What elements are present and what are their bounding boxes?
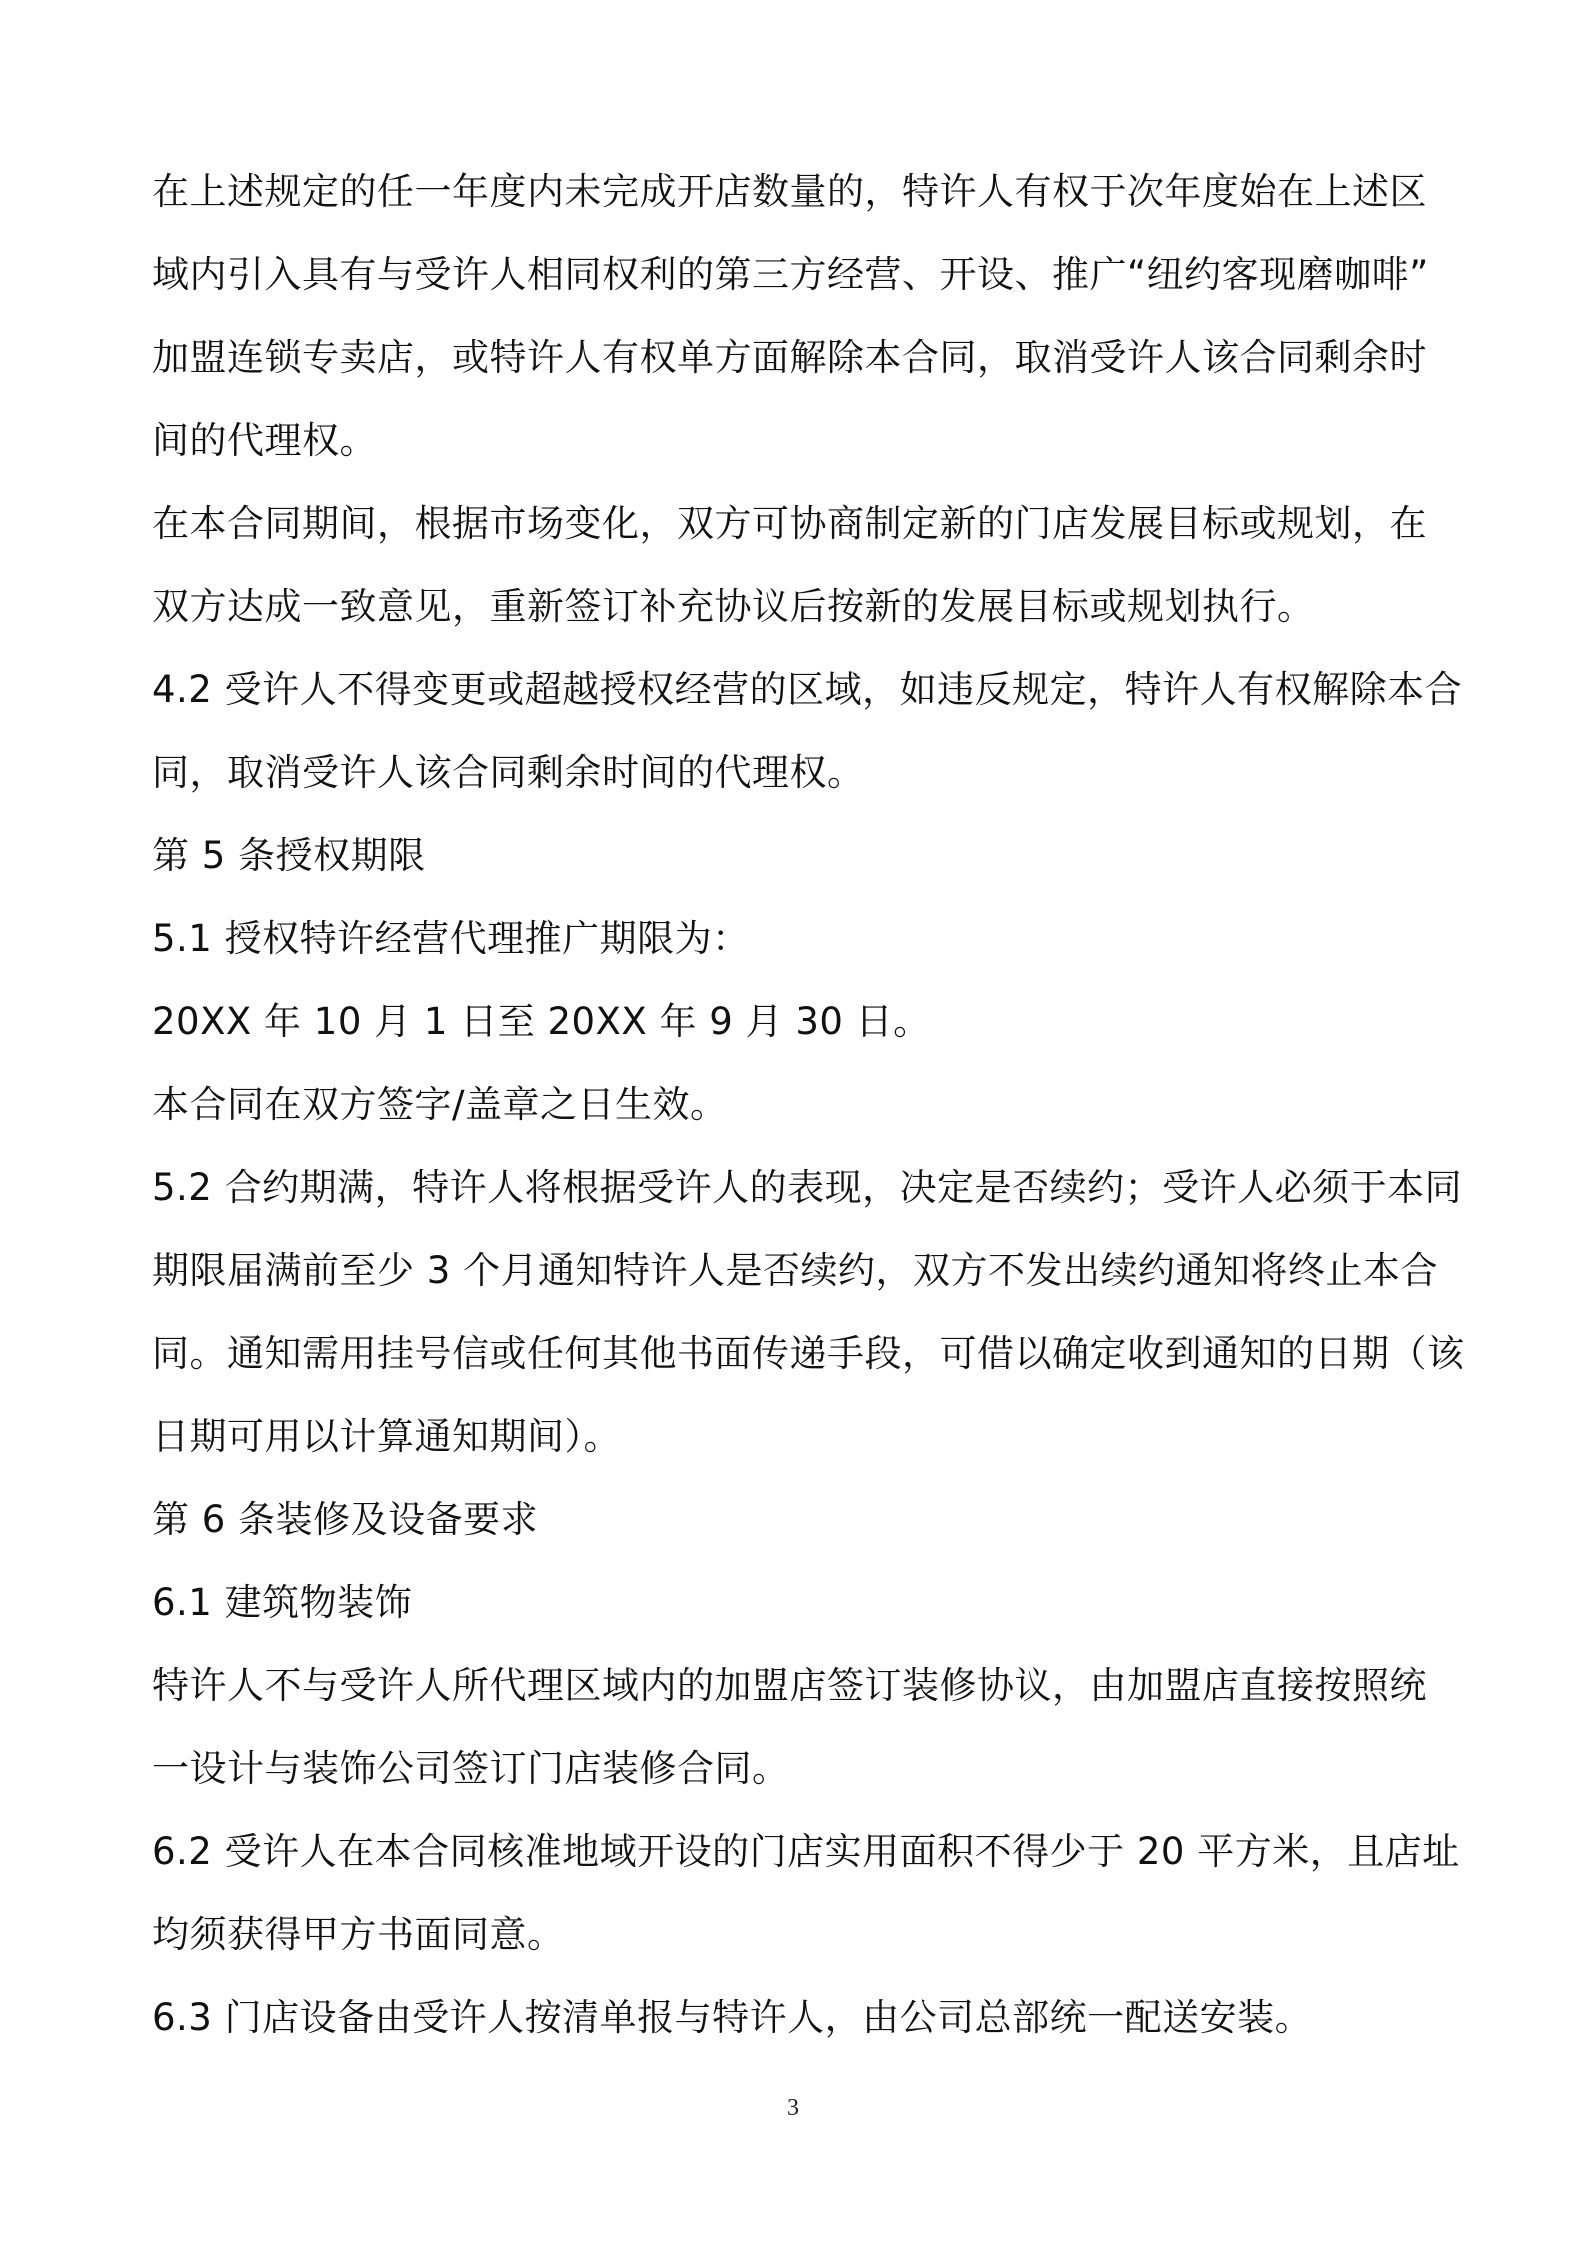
- clause-5-1: 5.1 授权特许经营代理推广期限为：: [152, 917, 750, 960]
- text-line: 同，取消受许人该合同剩余时间的代理权。: [152, 751, 865, 794]
- clause-5-2: 5.2 合约期满，特许人将根据受许人的表现，决定是否续约；受许人必须于本同: [152, 1166, 1463, 1209]
- text-line: 在本合同期间，根据市场变化，双方可协商制定新的门店发展目标或规划，在: [152, 502, 1427, 545]
- term-dates: 20XX 年 10 月 1 日至 20XX 年 9 月 30 日。: [152, 1000, 931, 1043]
- clause-4-2: 4.2 受许人不得变更或超越授权经营的区域，如违反规定，特许人有权解除本合: [152, 668, 1463, 711]
- text-line: 加盟连锁专卖店，或特许人有权单方面解除本合同，取消受许人该合同剩余时: [152, 336, 1427, 379]
- text-line: 在上述规定的任一年度内未完成开店数量的，特许人有权于次年度始在上述区: [152, 170, 1427, 213]
- text-line: 均须获得甲方书面同意。: [152, 1913, 565, 1956]
- text-line: 域内引入具有与受许人相同权利的第三方经营、开设、推广“纽约客现磨咖啡”: [152, 253, 1429, 296]
- text-line: 期限届满前至少 3 个月通知特许人是否续约，双方不发出续约通知将终止本合: [152, 1249, 1439, 1292]
- clause-6-2: 6.2 受许人在本合同核准地域开设的门店实用面积不得少于 20 平方米，且店址: [152, 1830, 1460, 1873]
- clause-6-1: 6.1 建筑物装饰: [152, 1581, 413, 1624]
- text-line: 特许人不与受许人所代理区域内的加盟店签订装修协议，由加盟店直接按照统: [152, 1664, 1427, 1707]
- page-number: 3: [787, 2095, 799, 2121]
- section-heading-5: 第 5 条授权期限: [152, 834, 426, 877]
- document-body: [152, 150, 1465, 2059]
- text-line: 日期可用以计算通知期间）。: [152, 1415, 621, 1458]
- text-line: 间的代理权。: [152, 419, 377, 462]
- clause-6-3: 6.3 门店设备由受许人按清单报与特许人，由公司总部统一配送安装。: [152, 1996, 1313, 2039]
- text-line: 同。通知需用挂号信或任何其他书面传递手段，可借以确定收到通知的日期（该: [152, 1332, 1465, 1375]
- text-line: 一设计与装饰公司签订门店装修合同。: [152, 1747, 790, 1790]
- text-line: 双方达成一致意见，重新签订补充协议后按新的发展目标或规划执行。: [152, 585, 1315, 628]
- text-line: 本合同在双方签字/盖章之日生效。: [152, 1083, 728, 1126]
- section-heading-6: 第 6 条装修及设备要求: [152, 1498, 539, 1541]
